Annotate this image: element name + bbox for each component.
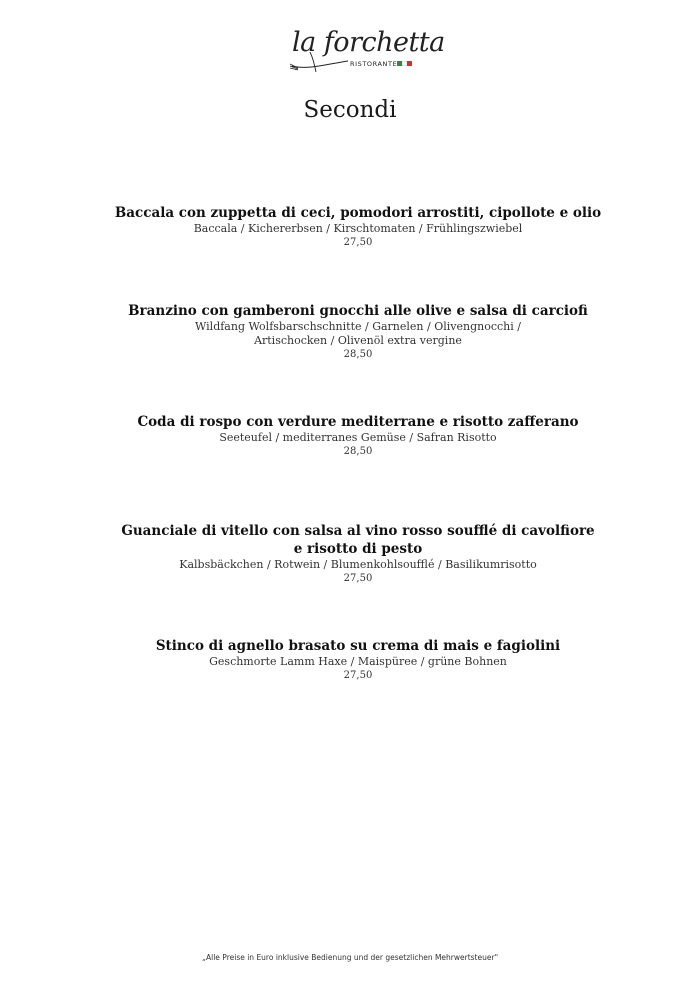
dish-description: Artischocken / Olivenöl extra vergine bbox=[254, 334, 462, 347]
dish-item bbox=[80, 204, 636, 249]
dish-price: 27,50 bbox=[343, 237, 373, 248]
italian-flag-icon bbox=[397, 61, 412, 66]
logo-script-name: la forchetta bbox=[292, 27, 445, 58]
dish-item bbox=[80, 522, 636, 585]
dish-item bbox=[80, 637, 636, 682]
dish-name: Baccala con zuppetta di ceci, pomodori arrostiti, cipollote e olio bbox=[114, 205, 602, 221]
dish-description: Baccala / Kichererbsen / Kirschtomaten / Frühlingszwiebel bbox=[193, 222, 523, 235]
dish-price: 28,50 bbox=[343, 349, 373, 360]
dish-name: Branzino con gamberoni gnocchi alle olive e salsa di carciofi bbox=[128, 303, 588, 319]
dish-description: Seeteufel / mediterranes Gemüse / Safran Risotto bbox=[219, 431, 497, 444]
dish-price: 27,50 bbox=[343, 573, 373, 584]
dish-price: 28,50 bbox=[343, 446, 373, 457]
price-disclaimer: „Alle Preise in Euro inklusive Bedienung und der gesetzlichen Mehrwertsteuer" bbox=[201, 953, 499, 962]
dish-description: Wildfang Wolfsbarschschnitte / Garnelen / Olivengnocchi / bbox=[195, 320, 521, 333]
logo-subtitle: RISTORANTE bbox=[350, 60, 398, 68]
dish-item bbox=[80, 413, 636, 458]
dish-item bbox=[80, 302, 636, 361]
dish-name: Guanciale di vitello con salsa al vino rosso soufflé di cavolfiore bbox=[121, 523, 595, 539]
restaurant-logo bbox=[288, 27, 445, 76]
page-title: Secondi bbox=[303, 97, 397, 123]
flag-stripe-red bbox=[407, 61, 412, 66]
dish-name: Coda di rospo con verdure mediterrane e risotto zafferano bbox=[137, 414, 579, 430]
dish-name: e risotto di pesto bbox=[293, 541, 423, 557]
dish-description: Geschmorte Lamm Haxe / Maispüree / grüne Bohnen bbox=[209, 655, 507, 668]
dish-name: Stinco di agnello brasato su crema di mais e fagiolini bbox=[155, 638, 561, 654]
dish-description: Kalbsbäckchen / Rotwein / Blumenkohlsoufflé / Basilikumrisotto bbox=[179, 558, 537, 571]
dish-price: 27,50 bbox=[343, 670, 373, 681]
